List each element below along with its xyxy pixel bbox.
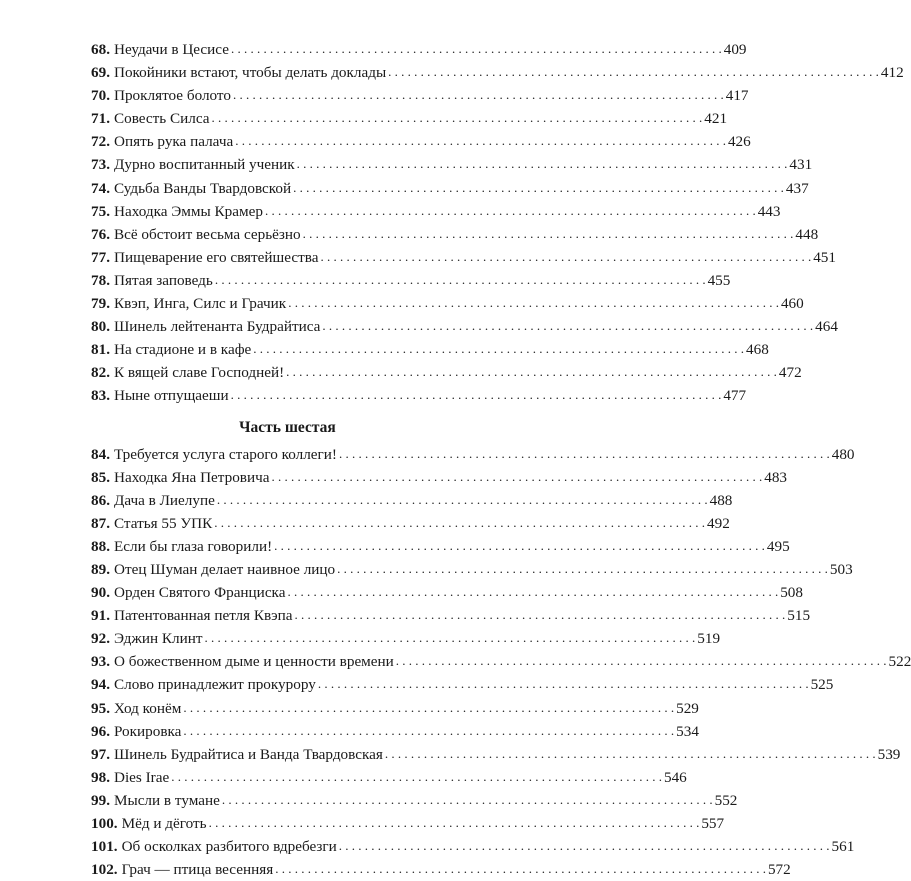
toc-dot-leader — [339, 442, 830, 465]
toc-entry[interactable] — [91, 766, 484, 789]
toc-entry[interactable] — [91, 535, 484, 558]
toc-dot-leader — [396, 649, 887, 672]
toc-dot-leader — [297, 152, 788, 175]
toc-entry-number: 76. — [91, 223, 110, 246]
toc-entry-page: 412 — [881, 61, 904, 84]
toc-entry-page: 409 — [724, 38, 747, 61]
toc-entry-page: 421 — [704, 107, 727, 130]
toc-entry[interactable] — [91, 443, 484, 466]
toc-entry-number: 96. — [91, 720, 110, 743]
toc-dot-leader — [183, 719, 674, 742]
toc-entry-page: 431 — [789, 153, 812, 176]
toc-entry-number: 98. — [91, 766, 110, 789]
toc-entry-number: 92. — [91, 627, 110, 650]
toc-entry[interactable] — [91, 153, 484, 176]
toc-entry-page: 572 — [768, 858, 791, 881]
toc-entry-page: 480 — [832, 443, 855, 466]
toc-entry-title: Рокировка — [114, 720, 181, 743]
toc-entry-title: Проклятое болото — [114, 84, 231, 107]
toc-entry-number: 82. — [91, 361, 110, 384]
toc-dot-leader — [286, 360, 777, 383]
toc-entry-title: Находка Эммы Крамер — [114, 200, 263, 223]
toc-entry[interactable] — [91, 61, 484, 84]
toc-dot-leader — [318, 672, 809, 695]
toc-dot-leader — [265, 199, 756, 222]
toc-entry[interactable] — [91, 269, 484, 292]
toc-entry-title: Ход конём — [114, 697, 181, 720]
toc-entry-number: 87. — [91, 512, 110, 535]
toc-entry-title: Слово принадлежит прокурору — [114, 673, 316, 696]
toc-entry[interactable] — [91, 107, 484, 130]
toc-entry-number: 102. — [91, 858, 118, 881]
toc-entry[interactable] — [91, 130, 484, 153]
toc-entry[interactable] — [91, 292, 484, 315]
toc-entry-number: 95. — [91, 697, 110, 720]
toc-entry-number: 97. — [91, 743, 110, 766]
toc-entry[interactable] — [91, 789, 484, 812]
toc-entry-number: 91. — [91, 604, 110, 627]
toc-dot-leader — [183, 696, 674, 719]
toc-dot-leader — [288, 291, 779, 314]
toc-entry[interactable] — [91, 223, 484, 246]
toc-entry[interactable] — [91, 315, 484, 338]
toc-dot-leader — [388, 60, 879, 83]
toc-entry-number: 90. — [91, 581, 110, 604]
toc-entry-number: 79. — [91, 292, 110, 315]
toc-entry[interactable] — [91, 858, 484, 881]
toc-entry[interactable] — [91, 38, 484, 61]
toc-entry-title: Квэп, Инга, Силс и Грачик — [114, 292, 286, 315]
toc-entry-title: Требуется услуга старого коллеги! — [114, 443, 337, 466]
toc-entry-page: 495 — [767, 535, 790, 558]
toc-entry-page: 552 — [715, 789, 738, 812]
toc-entry-page: 448 — [795, 223, 818, 246]
toc-entry[interactable] — [91, 338, 484, 361]
toc-entry-page: 437 — [786, 177, 809, 200]
toc-entry-title: Ныне отпущаеши — [114, 384, 229, 407]
toc-section-continued — [91, 38, 484, 408]
toc-dot-leader — [233, 83, 724, 106]
toc-entry-page: 529 — [676, 697, 699, 720]
toc-dot-leader — [339, 834, 830, 857]
toc-entry-number: 85. — [91, 466, 110, 489]
toc-entry[interactable] — [91, 512, 484, 535]
toc-section-part-six — [91, 443, 484, 881]
toc-dot-leader — [171, 765, 662, 788]
toc-entry-title: Опять рука палача — [114, 130, 233, 153]
toc-dot-leader — [215, 268, 706, 291]
toc-entry-number: 101. — [91, 835, 118, 858]
toc-entry[interactable] — [91, 489, 484, 512]
toc-entry-page: 503 — [830, 558, 853, 581]
toc-entry-title: К вящей славе Господней! — [114, 361, 284, 384]
toc-entry-title: Пятая заповедь — [114, 269, 213, 292]
toc-entry-page: 534 — [676, 720, 699, 743]
toc-dot-leader — [274, 534, 765, 557]
toc-entry-number: 99. — [91, 789, 110, 812]
toc-entry-page: 546 — [664, 766, 687, 789]
toc-entry-page: 515 — [787, 604, 810, 627]
toc-entry-number: 73. — [91, 153, 110, 176]
toc-entry-number: 80. — [91, 315, 110, 338]
toc-entry-title: Dies Irae — [114, 766, 169, 789]
toc-entry-page: 451 — [813, 246, 836, 269]
toc-entry-title: Покойники встают, чтобы делать доклады — [114, 61, 386, 84]
toc-entry-number: 83. — [91, 384, 110, 407]
toc-dot-leader — [337, 557, 828, 580]
toc-entry-title: Эджин Клинт — [114, 627, 203, 650]
toc-entry-title: Отец Шуман делает наивное лицо — [114, 558, 335, 581]
toc-entry-title: О божественном дыме и ценности времени — [114, 650, 394, 673]
toc-entry[interactable] — [91, 835, 484, 858]
toc-entry[interactable] — [91, 650, 484, 673]
table-of-contents — [91, 38, 484, 881]
toc-entry-number: 72. — [91, 130, 110, 153]
toc-entry-page: 483 — [764, 466, 787, 489]
toc-entry[interactable] — [91, 673, 484, 696]
toc-entry-title: Статья 55 УПК — [114, 512, 212, 535]
toc-entry-number: 68. — [91, 38, 110, 61]
toc-entry-title: Патентованная петля Квэпа — [114, 604, 293, 627]
toc-entry-title: Орден Святого Франциска — [114, 581, 285, 604]
toc-entry-title: Грач — птица весенняя — [122, 858, 274, 881]
toc-entry-page: 561 — [832, 835, 855, 858]
toc-entry-page: 522 — [889, 650, 911, 673]
toc-entry-number: 89. — [91, 558, 110, 581]
toc-entry[interactable] — [91, 720, 484, 743]
toc-entry-number: 84. — [91, 443, 110, 466]
toc-entry-title: Мысли в тумане — [114, 789, 220, 812]
toc-entry-number: 74. — [91, 177, 110, 200]
toc-entry[interactable] — [91, 361, 484, 384]
toc-entry-page: 477 — [723, 384, 746, 407]
toc-dot-leader — [287, 580, 778, 603]
toc-dot-leader — [275, 857, 766, 880]
toc-dot-leader — [253, 337, 744, 360]
toc-dot-leader — [205, 626, 696, 649]
toc-entry-title: Если бы глаза говорили! — [114, 535, 272, 558]
toc-entry[interactable] — [91, 743, 484, 766]
toc-entry-number: 69. — [91, 61, 110, 84]
toc-entry-title: Пищеварение его святейшества — [114, 246, 318, 269]
toc-entry-page: 519 — [697, 627, 720, 650]
toc-entry-number: 81. — [91, 338, 110, 361]
toc-entry-title: Мёд и дёготь — [122, 812, 207, 835]
toc-entry-page: 525 — [811, 673, 834, 696]
toc-entry-page: 455 — [708, 269, 731, 292]
toc-entry-page: 488 — [710, 489, 733, 512]
toc-entry-number: 93. — [91, 650, 110, 673]
toc-dot-leader — [217, 488, 708, 511]
toc-entry-title: Неудачи в Цесисе — [114, 38, 229, 61]
toc-entry-number: 77. — [91, 246, 110, 269]
toc-dot-leader — [209, 811, 700, 834]
toc-entry[interactable] — [91, 581, 484, 604]
toc-dot-leader — [235, 129, 726, 152]
toc-entry-page: 460 — [781, 292, 804, 315]
toc-dot-leader — [222, 788, 713, 811]
toc-entry-title: Судьба Ванды Твардовской — [114, 177, 291, 200]
toc-dot-leader — [295, 603, 786, 626]
toc-entry[interactable] — [91, 200, 484, 223]
toc-entry-page: 539 — [878, 743, 901, 766]
toc-entry[interactable] — [91, 558, 484, 581]
toc-dot-leader — [385, 742, 876, 765]
toc-entry-number: 88. — [91, 535, 110, 558]
toc-entry-title: Об осколках разбитого вдребезги — [122, 835, 337, 858]
toc-entry-title: Совесть Силса — [114, 107, 210, 130]
toc-dot-leader — [231, 383, 722, 406]
toc-dot-leader — [212, 106, 703, 129]
toc-dot-leader — [303, 222, 794, 245]
toc-entry[interactable] — [91, 697, 484, 720]
toc-entry[interactable] — [91, 384, 484, 407]
toc-entry-title: Находка Яна Петровича — [114, 466, 270, 489]
toc-entry-number: 78. — [91, 269, 110, 292]
toc-entry-number: 71. — [91, 107, 110, 130]
toc-dot-leader — [322, 314, 813, 337]
toc-entry-title: Шинель лейтенанта Будрайтиса — [114, 315, 320, 338]
toc-entry-number: 86. — [91, 489, 110, 512]
toc-dot-leader — [271, 465, 762, 488]
toc-entry-page: 472 — [779, 361, 802, 384]
toc-entry-page: 492 — [707, 512, 730, 535]
toc-entry-page: 417 — [726, 84, 749, 107]
toc-entry-page: 508 — [780, 581, 803, 604]
toc-entry-number: 100. — [91, 812, 118, 835]
toc-entry-page: 464 — [815, 315, 838, 338]
toc-entry[interactable] — [91, 466, 484, 489]
toc-entry[interactable] — [91, 177, 484, 200]
toc-entry-page: 468 — [746, 338, 769, 361]
toc-entry-number: 70. — [91, 84, 110, 107]
toc-entry[interactable] — [91, 84, 484, 107]
toc-entry-number: 75. — [91, 200, 110, 223]
toc-entry-title: Дача в Лиелупе — [114, 489, 215, 512]
toc-entry-title: На стадионе и в кафе — [114, 338, 251, 361]
toc-entry-title: Шинель Будрайтиса и Ванда Твардовская — [114, 743, 383, 766]
toc-dot-leader — [231, 37, 722, 60]
toc-entry-page: 557 — [701, 812, 724, 835]
part-heading: Часть шестая — [91, 412, 484, 443]
toc-entry-title: Всё обстоит весьма серьёзно — [114, 223, 301, 246]
toc-entry-page: 426 — [728, 130, 751, 153]
toc-dot-leader — [293, 176, 784, 199]
toc-entry-number: 94. — [91, 673, 110, 696]
toc-entry[interactable] — [91, 246, 484, 269]
toc-entry[interactable] — [91, 627, 484, 650]
toc-dot-leader — [320, 245, 811, 268]
toc-entry[interactable] — [91, 604, 484, 627]
toc-entry-page: 443 — [758, 200, 781, 223]
toc-entry[interactable] — [91, 812, 484, 835]
toc-dot-leader — [214, 511, 705, 534]
toc-entry-title: Дурно воспитанный ученик — [114, 153, 295, 176]
